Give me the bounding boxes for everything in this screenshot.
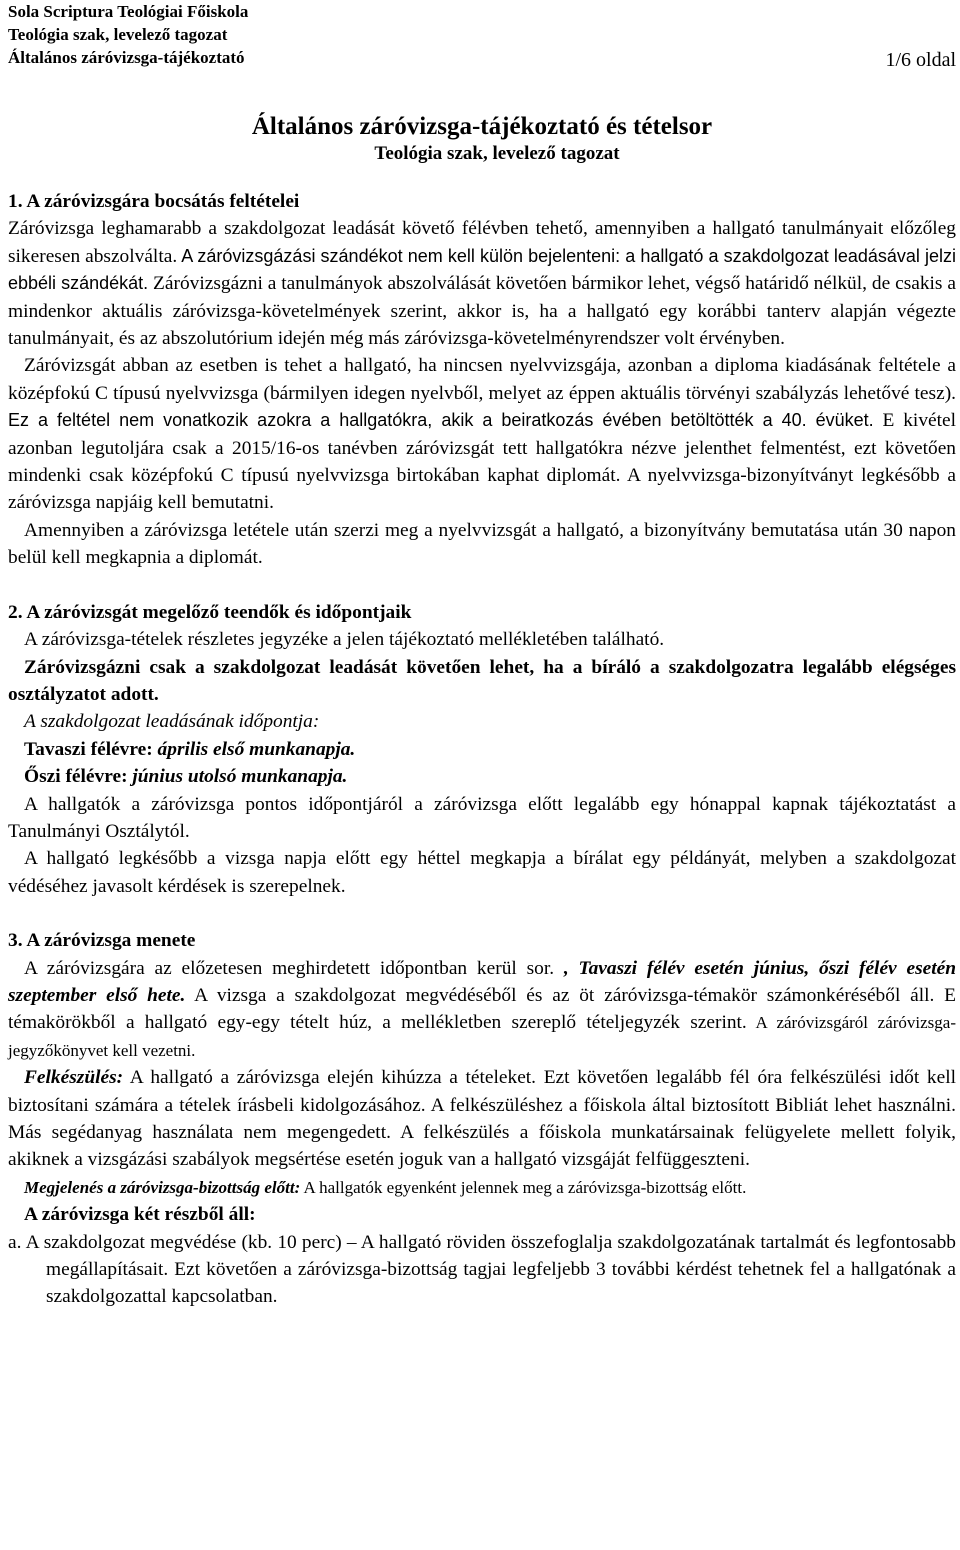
section-3-heading: 3. A záróvizsga menete [8,930,196,952]
s1-p2c: E kivétel azonban legutoljára csak a 2015/16-os tanévben záróvizsgát tett hallgatókra nézve jelenthet felmentést, ezt követően mindenki csak középfokú C típusú nyelvvizsga birtokában kaphat diplomát. A nyelvvizsga-bizonyítványt legkésőbb a záróvizsga napjáig kell bemutatni. [8,410,957,514]
spring-deadline [8,736,956,763]
document-title: Általános záróvizsga-tájékoztató és tételsor [251,113,713,140]
preparation-label: Felkészülés: [24,1067,124,1089]
autumn-deadline [8,763,956,790]
preparation-paragraph [8,1064,956,1174]
section-2-paragraph-3: A hallgatók a záróvizsga pontos időpontjáról a záróvizsga előtt legalább egy hónappal kapnak tájékoztatást a Tanulmányi Osztálytól. [8,793,956,842]
document-body [8,188,956,1311]
document-subtitle: Teológia szak, levelező tagozat [374,143,620,164]
s1-p2b: Ez a feltétel nem vonatkozik azokra a hallgatókra, akik a beiratkozás évében betöltötték a 40. évüket. [8,410,874,431]
s1-p1c: Záróvizsgázni a tanulmányok abszolválását követően bármikor lehet, végső határidő nélkül, de csakis a mindenkor aktuális záróvizsga-követelmények szerint, akkor is, ha a hallgató egy korábbi tanterv alapján végezte tanulmányait, és az abszolutórium idején még más záróvizsga-követelményrendszer volt érvényben. [8,273,956,350]
s1-p2a: Záróvizsgát abban az esetben is tehet a hallgató, ha nincsen nyelvvizsgája, azonban a diploma kiadásának feltétele a középfokú C típusú nyelvvizsga (bármilyen idegen nyelvből, melyet az éppen aktuális törvényi szabályzás lehetővé tesz). [8,355,956,404]
spring-label: Tavaszi félévre: [24,738,158,760]
s3-p1b: , Tavaszi félév esetén június, őszi félév esetén szeptember első hete. [8,957,957,1006]
header-doc: Általános záróvizsga-tájékoztató [8,48,245,67]
s1-p1a: Záróvizsga leghamarabb a szakdolgozat leadását követő félévben tehető, amennyiben a hallgató tanulmányait előzőleg sikeresen abszolválta. [8,218,956,267]
section-1-paragraph-3: Amennyiben a záróvizsga letétele után szerzi meg a nyelvvizsgát a hallgató, a bizonyítvány bemutatása után 30 napon belül kell megkapnia a diplomát. [8,519,956,569]
list-item-a: a. A szakdolgozat megvédése (kb. 10 perc) – A hallgató röviden összefoglalja szakdolgozatának tartalmát és legfontosabb megállapításait. Ezt követően a záróvizsga-bizottság tagjai legfeljebb 3 további kérdést tehetnek fel a hallgatónak a szakdolgozattal kapcsolatban. [8,1231,956,1308]
header-school: Sola Scriptura Teológiai Főiskola [8,2,249,21]
s3-p1d: A záróvizsgáról záróvizsga-jegyzőkönyvet kell vezetni. [8,1013,956,1060]
header-program: Teológia szak, levelező tagozat [8,25,228,44]
autumn-value: június utolsó munkanapja. [132,766,348,788]
section-1-heading: 1. A záróvizsgára bocsátás feltételei [8,191,300,212]
header-left [8,0,248,69]
document-page [8,0,956,1311]
s1-p1b: A záróvizsgázási szándékot nem kell külön bejelenteni: a hallgató a szakdolgozat leadásával jelzi ebbéli szándékát. [8,245,956,294]
section-1-paragraph-1 [8,215,956,352]
deadline-label: A szakdolgozat leadásának időpontja: [24,711,320,733]
page-number: 1/6 oldal [885,49,956,71]
s3-p1a: A záróvizsgára az előzetesen meghirdetett időpontban kerül sor. [24,957,564,979]
parts-label: A záróvizsga két részből áll: [24,1204,256,1226]
s3-p1c: A vizsga a szakdolgozat megvédéséből és az öt záróvizsga-témakör számonkéréséből áll. E témakörökből a hallgató egy-egy tételt húz, a mellékletben szereplő tételjegyzék szerint. [8,984,956,1034]
appearance-label: Megjelenés a záróvizsga-bizottság előtt: [24,1177,301,1197]
appearance-paragraph [8,1174,956,1201]
section-2-heading: 2. A záróvizsgát megelőző teendők és időpontjaik [8,601,412,623]
page-header [8,0,956,72]
autumn-label: Őszi félévre: [24,766,133,788]
section-2-paragraph-2: Záróvizsgázni csak a szakdolgozat leadását követően lehet, ha a bíráló a szakdolgozatra legalább elégséges osztályzatot adott. [8,656,956,705]
section-2-paragraph-1: A záróvizsga-tételek részletes jegyzéke a jelen tájékoztató mellékletében található. [24,629,665,651]
section-3-paragraph-1 [8,955,956,1065]
appearance-text: A hallgatók egyenként jelennek meg a záróvizsga-bizottság előtt. [300,1177,747,1197]
section-2-paragraph-4: A hallgató legkésőbb a vizsga napja előtt egy héttel megkapja a bírálat egy példányát, melyben a szakdolgozat védéséhez javasolt kérdések is szerepelnek. [8,848,956,897]
spring-value: április első munkanapja. [157,738,356,760]
preparation-text: A hallgató a záróvizsga elején kihúzza a tételeket. Ezt követően legalább fél óra felkészülési időt kell biztosítani számára a tételek írásbeli kidolgozásához. A felkészüléshez a főiskola által biztosított Bibliát lehet használni. Más segédanyag használata nem megengedett. A felkészülés a főiskola munkatársainak felügyelete mellett folyik, akiknek a vizsgázási szabályok megsértése esetén joguk van a hallgató vizsgáját felfüggeszteni. [8,1067,956,1171]
section-1-paragraph-2 [8,352,956,516]
